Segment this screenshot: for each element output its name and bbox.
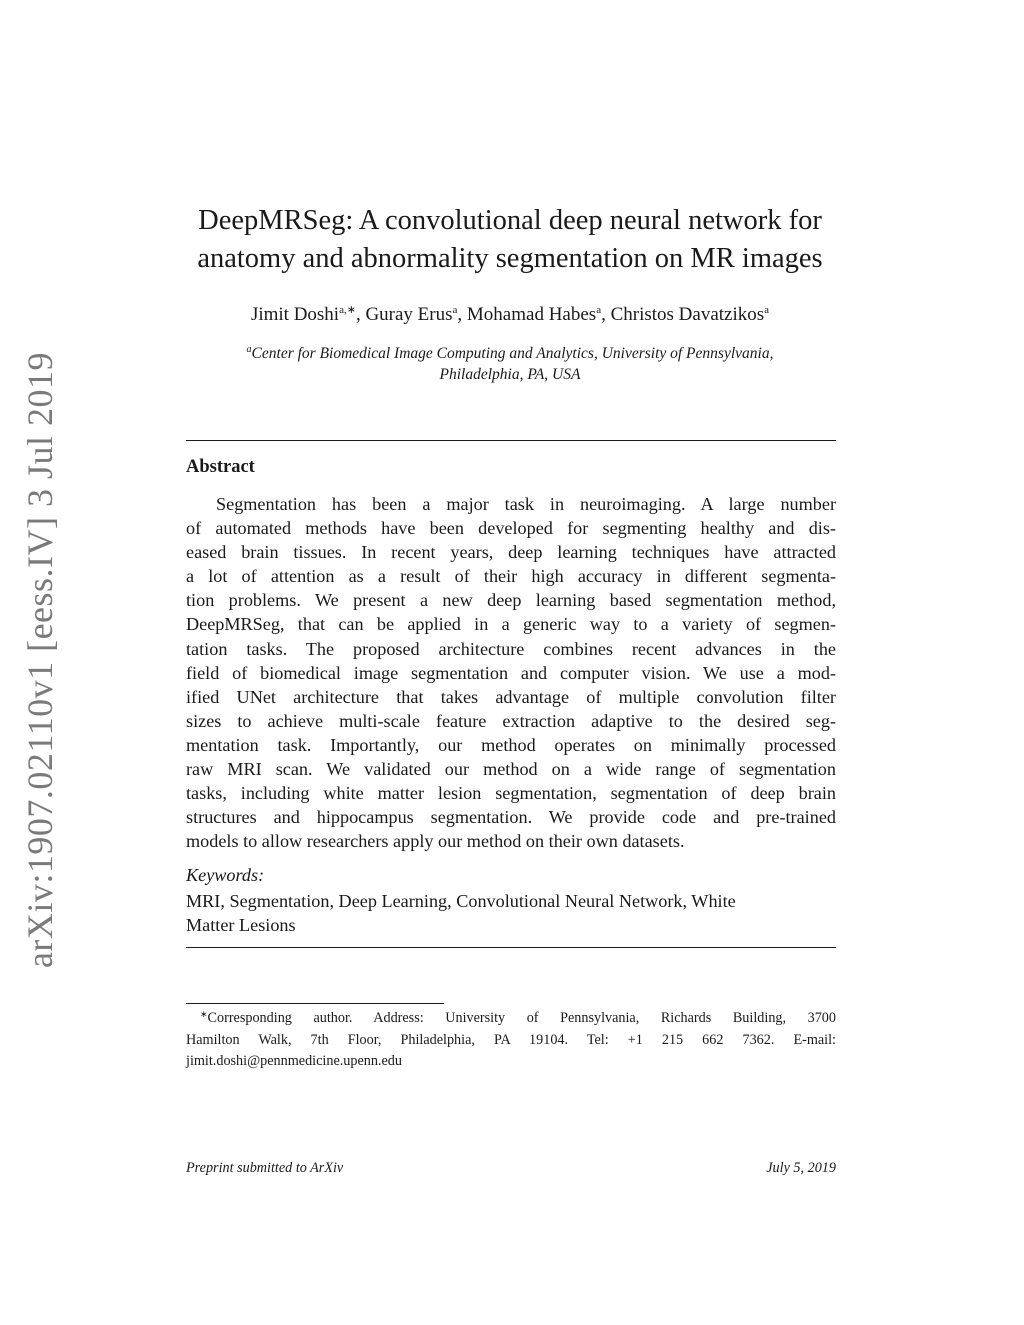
- affiliation-line-2: Philadelphia, PA, USA: [439, 366, 581, 383]
- footnote-mark: ∗: [200, 1009, 208, 1019]
- author-list: Jimit Doshi$^{a,∗}$, Guray Erus$^a$, Mohamad Habes$^a$, Christos Davatzikos$^a$: [250, 304, 770, 325]
- author-name: Jimit Doshi: [250, 304, 340, 325]
- title-line-1: DeepMRSeg: A convolutional deep neural network for: [198, 205, 822, 236]
- author-name: Christos Davatzikos: [610, 304, 765, 325]
- abstract-line: DeepMRSeg, that can be applied in a generic way to a variety of segmen-: [186, 614, 836, 635]
- abstract-line: structures and hippocampus segmentation. We provide code and pre-trained: [186, 807, 836, 828]
- affiliation-mark: a: [246, 344, 252, 355]
- corresponding-author-footnote: [186, 1008, 836, 1073]
- submission-date: July 5, 2019: [766, 1160, 836, 1176]
- abstract-line: tasks, including white matter lesion segmentation, segmentation of deep brain: [186, 783, 836, 804]
- footnote-line-1: [186, 1008, 836, 1030]
- preprint-note: Preprint submitted to ArXiv: [186, 1160, 344, 1176]
- arxiv-identifier-stamp[interactable]: arXiv:1907.02110v1 [eess.IV] 3 Jul 2019: [20, 351, 60, 969]
- author-mark: a: [452, 304, 458, 316]
- abstract-line: mentation task. Importantly, our method operates on minimally processed: [186, 734, 836, 755]
- keywords-label: Keywords:: [186, 865, 265, 885]
- author-name: Guray Erus: [365, 304, 453, 325]
- author-name: Mohamad Habes: [466, 304, 597, 325]
- abstract-line: of automated methods have been developed for segmenting healthy and dis-: [186, 518, 836, 539]
- author-mark: a: [764, 304, 770, 316]
- affiliation: [150, 343, 870, 385]
- footnote-line-2: Hamilton Walk, 7th Floor, Philadelphia, PA 19104. Tel: +1 215 662 7362. E-mail:: [186, 1031, 836, 1048]
- paper-title: [150, 202, 870, 278]
- abstract-line: raw MRI scan. We validated our method on a wide range of segmentation: [186, 759, 836, 780]
- keywords-line-1: MRI, Segmentation, Deep Learning, Convolutional Neural Network, White: [186, 891, 736, 911]
- affiliation-line-1: [150, 343, 870, 364]
- abstract-line: Segmentation has been a major task in neuroimaging. A large number: [216, 494, 836, 514]
- abstract-line: tation tasks. The proposed architecture combines recent advances in the: [186, 638, 836, 659]
- title-line-2: anatomy and abnormality segmentation on MR images: [197, 243, 823, 274]
- abstract-line: tion problems. We present a new deep learning based segmentation method,: [186, 590, 836, 611]
- abstract-top-rule: [186, 440, 836, 441]
- abstract-heading: Abstract: [186, 457, 255, 477]
- abstract-line: sizes to achieve multi-scale feature extraction adaptive to the desired seg-: [186, 710, 836, 731]
- affiliation-text-1: Center for Biomedical Image Computing and Analytics, University of Pennsylvania,: [251, 345, 774, 362]
- author-mark: a: [596, 304, 602, 316]
- abstract-line: eased brain tissues. In recent years, deep learning techniques have attracted: [186, 542, 836, 563]
- keywords-list: [186, 889, 836, 937]
- footnote-email[interactable]: jimit.doshi@pennmedicine.upenn.edu: [186, 1053, 402, 1069]
- footnote-rule: [186, 1003, 444, 1004]
- abstract-bottom-rule: [186, 947, 836, 948]
- author-mark: a,∗: [339, 304, 356, 316]
- abstract-body: [186, 492, 836, 853]
- footnote-text-1: Corresponding author. Address: University of Pennsylvania, Richards Building, 3700: [207, 1010, 836, 1026]
- abstract-line: models to allow researchers apply our method on their own datasets.: [186, 831, 685, 852]
- abstract-line: field of biomedical image segmentation and computer vision. We use a mod-: [186, 662, 836, 683]
- abstract-line: a lot of attention as a result of their high accuracy in different segmenta-: [186, 566, 836, 587]
- keywords-line-2: Matter Lesions: [186, 915, 296, 936]
- abstract-line: ified UNet architecture that takes advantage of multiple convolution filter: [186, 686, 836, 707]
